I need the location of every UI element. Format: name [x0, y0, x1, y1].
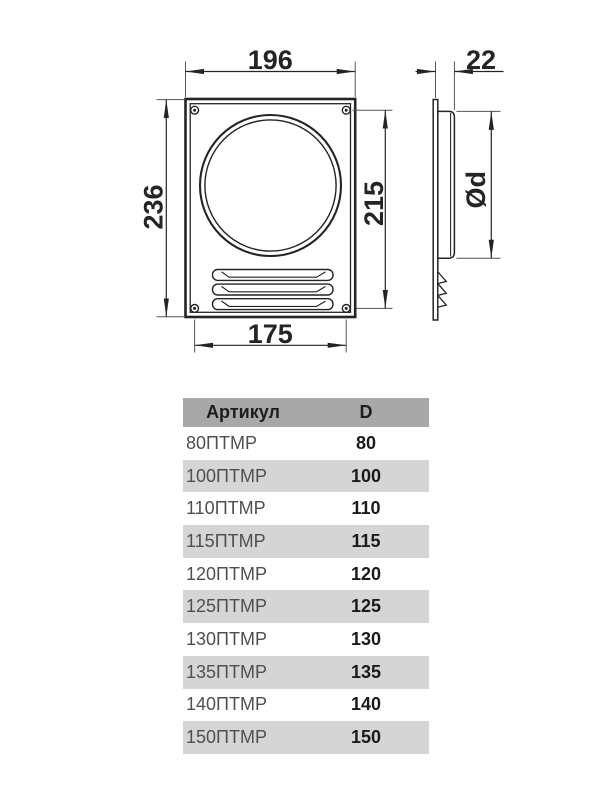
table-row [183, 460, 429, 493]
dim-diameter-label: Ød [460, 171, 491, 209]
dim-22-label: 22 [465, 45, 497, 76]
dimension-22 [416, 45, 504, 110]
table-row [183, 656, 429, 689]
diameter-cell: 100 [350, 465, 382, 486]
article-cell: 130ПТМР [186, 628, 267, 649]
diameter-cell: 120 [350, 563, 382, 584]
technical-drawing [0, 0, 600, 392]
dim-215-label: 215 [359, 180, 389, 227]
table-row [183, 525, 429, 558]
article-cell: 125ПТМР [186, 596, 267, 617]
diameter-cell: 115 [351, 530, 381, 551]
article-cell: 120ПТМР [186, 563, 267, 584]
duct-stub-profile [438, 111, 455, 258]
dimension-196 [186, 45, 356, 97]
diameter-cell: 125 [350, 596, 382, 617]
article-cell: 100ПТМР [186, 465, 267, 486]
article-cell: 150ПТМР [186, 727, 267, 748]
table-row [183, 623, 429, 656]
diameter-cell: 140 [350, 694, 382, 715]
table-row [183, 721, 429, 754]
dim-196-label: 196 [247, 45, 293, 76]
diameter-cell: 135 [350, 661, 382, 682]
table-row [183, 492, 429, 525]
column-header-article: Артикул [206, 402, 280, 422]
article-cell: 140ПТМР [186, 694, 267, 715]
dimension-175 [195, 319, 347, 353]
diameter-cell: 150 [350, 727, 382, 748]
dimension-215 [353, 110, 393, 308]
diameter-cell: 80 [355, 432, 377, 453]
dimension-236 [139, 100, 185, 317]
side-view [416, 45, 504, 320]
dim-175-label: 175 [247, 318, 293, 349]
spec-table [183, 398, 429, 754]
table-row [183, 427, 429, 460]
table-header-row [183, 398, 429, 427]
article-cell: 80ПТМР [186, 432, 257, 453]
article-cell: 135ПТМР [186, 661, 267, 682]
column-header-diameter: D [359, 402, 373, 422]
dim-236-label: 236 [138, 184, 169, 230]
article-cell: 110ПТМР [186, 498, 266, 519]
article-cell: 115ПТМР [186, 530, 266, 551]
front-view [139, 45, 393, 352]
table-row [183, 558, 429, 591]
table-row [183, 590, 429, 623]
diameter-cell: 130 [350, 628, 382, 649]
diameter-cell: 110 [351, 498, 381, 519]
dimension-diameter [456, 111, 500, 258]
louver-fins-profile [438, 272, 447, 307]
table-row [183, 689, 429, 722]
